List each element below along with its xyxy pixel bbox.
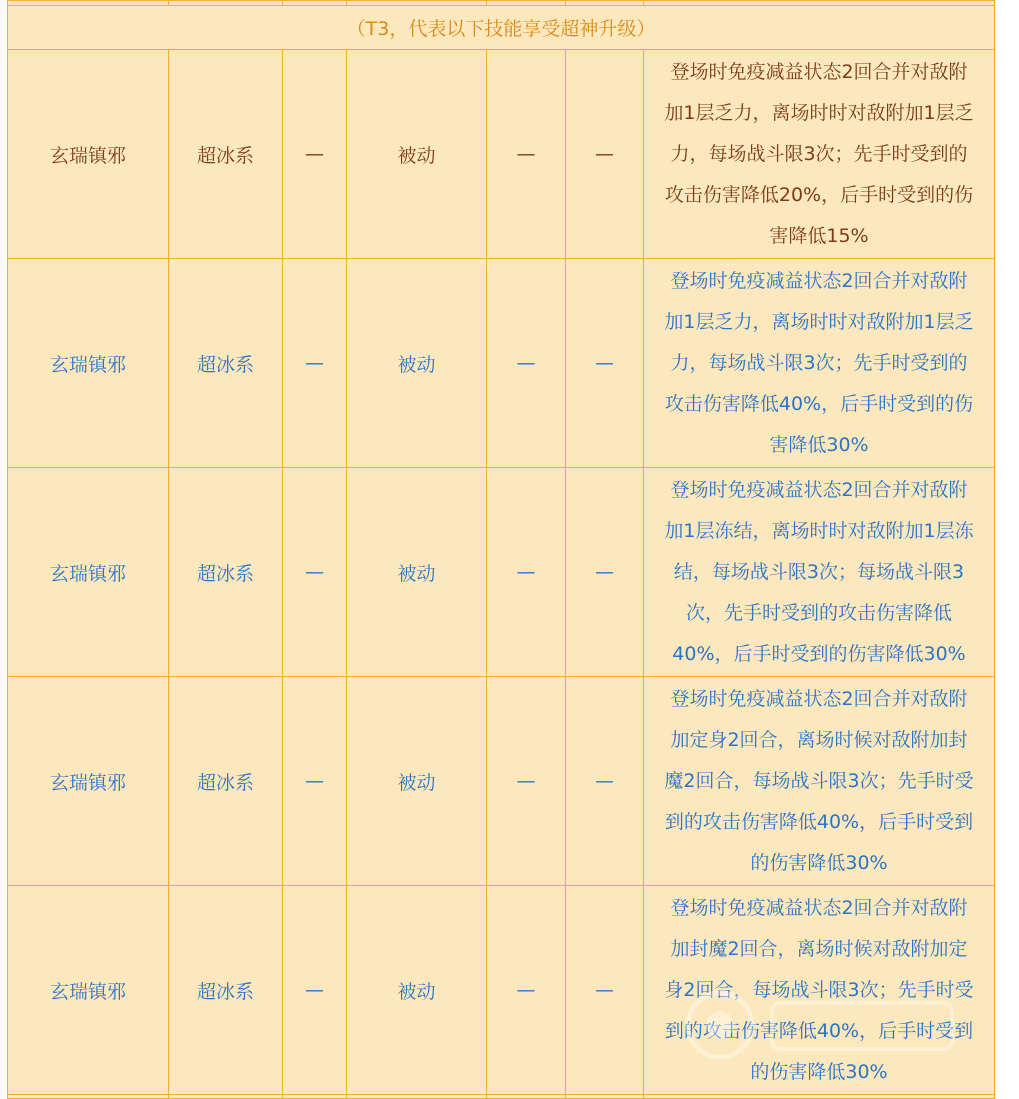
description-line: 加1层乏力，离场时时对敌附加1层乏 (664, 310, 974, 333)
skill-power-cell: — (283, 259, 347, 468)
skill-type-cell: 超冰系 (169, 259, 283, 468)
skill-category-cell: 被动 (347, 259, 487, 468)
description-line: 害降低30% (769, 433, 869, 456)
skill-category-cell: 被动 (347, 677, 487, 886)
skill-priority-cell: — (566, 886, 644, 1095)
skill-power-cell: — (283, 677, 347, 886)
description-line: 到的攻击伤害降低40%，后手时受到 (664, 810, 974, 833)
description-line: 害降低15% (769, 224, 869, 247)
skill-power-cell: — (283, 468, 347, 677)
skill-table (7, 0, 995, 1099)
description-line: 的伤害降低30% (750, 1060, 888, 1083)
skill-description-cell (644, 259, 995, 468)
skill-name-cell: 玄瑞镇邪 (8, 886, 169, 1095)
skill-pp-cell: — (487, 50, 566, 259)
skill-power-cell: — (283, 886, 347, 1095)
description-line: 次，先手时受到的攻击伤害降低 (685, 601, 952, 624)
skill-priority-cell: — (566, 50, 644, 259)
description-line: 登场时免疫减益状态2回合并对敌附 (670, 478, 968, 501)
table-row (8, 677, 995, 886)
skill-category-cell: 被动 (347, 50, 487, 259)
skill-table-container (7, 0, 994, 1099)
skill-name-cell: 玄瑞镇邪 (8, 468, 169, 677)
description-line: 攻击伤害降低40%，后手时受到的伤 (664, 392, 974, 415)
description-line: 力，每场战斗限3次；先手时受到的 (670, 142, 968, 165)
skill-description-cell (644, 886, 995, 1095)
description-line: 加1层乏力，离场时时对敌附加1层乏 (664, 101, 974, 124)
description-line: 加封魔2回合，离场时候对敌附加定 (670, 937, 968, 960)
skill-priority-cell: — (566, 468, 644, 677)
skill-priority-cell: — (566, 677, 644, 886)
table-row (8, 50, 995, 259)
skill-pp-cell: — (487, 259, 566, 468)
description-line: 魔2回合，每场战斗限3次；先手时受 (664, 769, 974, 792)
description-line: 加定身2回合，离场时候对敌附加封 (670, 728, 968, 751)
skill-category-cell: 被动 (347, 886, 487, 1095)
skill-description-cell (644, 677, 995, 886)
description-line: 力，每场战斗限3次；先手时受到的 (670, 351, 968, 374)
description-line: 登场时免疫减益状态2回合并对敌附 (670, 896, 968, 919)
skill-type-cell: 超冰系 (169, 50, 283, 259)
description-line: 攻击伤害降低20%，后手时受到的伤 (664, 183, 974, 206)
skill-name-cell: 玄瑞镇邪 (8, 50, 169, 259)
skill-pp-cell: — (487, 677, 566, 886)
skill-power-cell: — (283, 50, 347, 259)
tier-banner-text: （T3，代表以下技能享受超神升级） (8, 6, 995, 50)
table-row (8, 259, 995, 468)
skill-description-cell (644, 50, 995, 259)
skill-name-cell: 玄瑞镇邪 (8, 259, 169, 468)
description-line: 登场时免疫减益状态2回合并对敌附 (670, 687, 968, 710)
table-row (8, 468, 995, 677)
description-line: 加1层冻结，离场时时对敌附加1层冻 (664, 519, 974, 542)
skill-type-cell: 超冰系 (169, 677, 283, 886)
description-line: 40%，后手时受到的伤害降低30% (672, 642, 966, 665)
skill-name-cell: 玄瑞镇邪 (8, 677, 169, 886)
skill-description-cell (644, 468, 995, 677)
skill-category-cell: 被动 (347, 468, 487, 677)
description-line: 到的攻击伤害降低40%，后手时受到 (664, 1019, 974, 1042)
description-line: 登场时免疫减益状态2回合并对敌附 (670, 60, 968, 83)
skill-type-cell: 超冰系 (169, 468, 283, 677)
skill-pp-cell: — (487, 886, 566, 1095)
table-row (8, 886, 995, 1095)
skill-type-cell: 超冰系 (169, 886, 283, 1095)
description-line: 结，每场战斗限3次；每场战斗限3 (673, 560, 965, 583)
tier-banner-row (8, 6, 995, 50)
description-line: 身2回合，每场战斗限3次；先手时受 (664, 978, 974, 1001)
skill-pp-cell: — (487, 468, 566, 677)
description-line: 登场时免疫减益状态2回合并对敌附 (670, 269, 968, 292)
table-bottom-strip (8, 1095, 995, 1099)
description-line: 的伤害降低30% (750, 851, 888, 874)
skill-priority-cell: — (566, 259, 644, 468)
